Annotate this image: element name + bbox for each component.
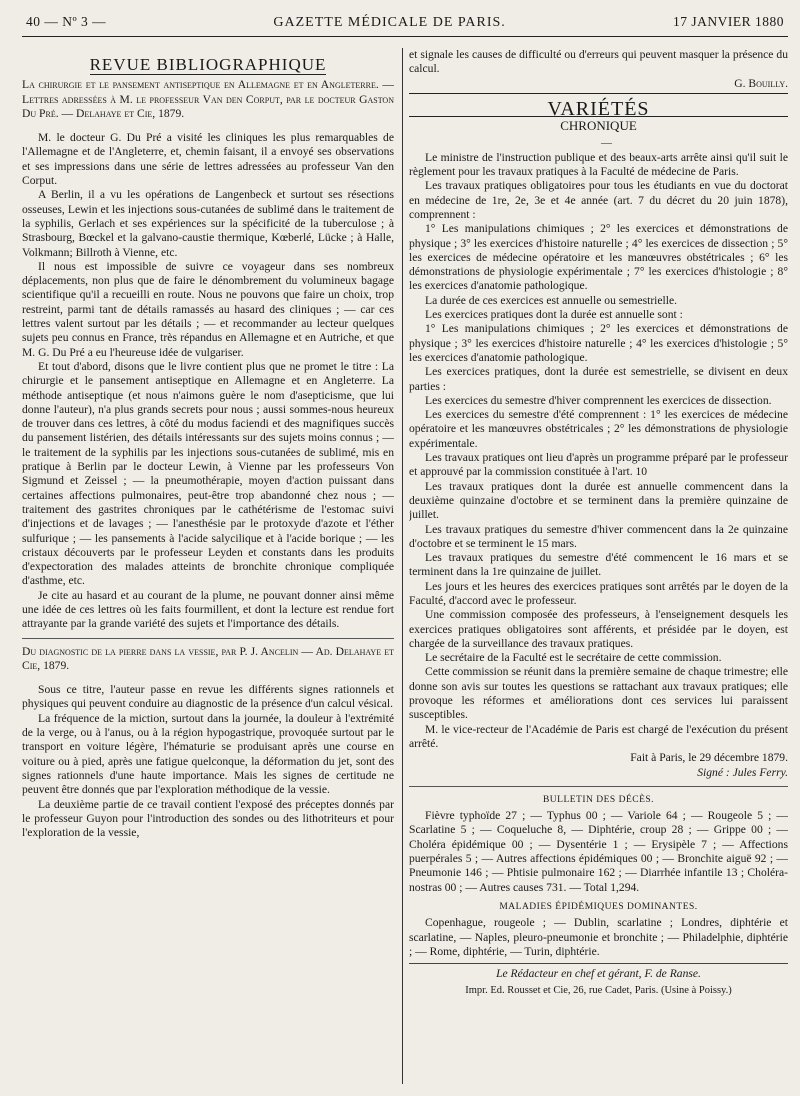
divider xyxy=(409,786,788,787)
varietes-heading: VARIÉTÉS xyxy=(547,97,650,120)
paragraph: 1° Les manipulations chimiques ; 2° les exercices et démonstrations de physique ; 3° les exercices d'histoire naturelle ; 4° les exercices de dissection ; 5° les exercices de médecine opératoire et les manœuvres obstétricales ; 6° les démonstrations de physiologie expérimentale ; 7° les exercices d'histologie ; 8° les exercices d'anatomie pathologique. xyxy=(409,222,788,293)
bulletin-text: Fièvre typhoïde 27 ; — Typhus 00 ; — Variole 64 ; — Rougeole 5 ; — Scarlatine 5 ; — Coqueluche 8, — Diphtérie, croup 28 ; — Grippe 00 ; — Choléra épidémique 00 ; — Dysentérie 1 ; — Erysipèle 7 ; — Affections puerpérales 5 ; — Autres affections épidémiques 00 ; — Bronchite aiguë 92 ; — Pneumonie 146 ; — Phtisie pulmonaire 162 ; — Diarrhée infantile 13 ; Choléra-nostras 00 ; — Autres causes 731. — Total 1,294. xyxy=(409,809,788,894)
epidemics-title: MALADIES ÉPIDÉMIQUES DOMINANTES. xyxy=(499,901,698,912)
divider-dash: — xyxy=(601,137,612,150)
page-number: 40 — Nº 3 — xyxy=(26,14,107,29)
paragraph: Et tout d'abord, disons que le livre contient plus que ne promet le titre : La chirurgie et le pansement antiseptique en Allemagne et en Angleterre. La méthode antiseptique (et nous n'aimons guère le nom d'asepticisme, que lui donne l'auteur), n'a plus grands secrets pour nous ; aussi sommes-nous heureux de trouver dans ces lettres, à côté du modus faciendi et des magnifiques succès du pansement listérien, des détails intéressants sur des sujets moins connus ; — le traitement de la syphilis par les injections sous-cutanées de sublimé, mis en pratique à Berlin par le docteur Lewin, à Vienne par les professeurs Von Sigmund et Zeissel ; — la pneumothérapie, moyen d'action puissant dans certaines affections pulmonaires, peut-être trop abandonné chez nous ; — traitement des gastrites chroniques par le cathétérisme de l'estomac suivi d'injections et de lavages ; — l'anesthésie par le protoxyde d'azote et l'éther sulfurique ; — les pansements à l'acide salycilique et à l'acide borique ; — les cristaux découverts par le professeur Leyden et constants dans les produits d'expectoration des malades atteints de bronchite chronique compliquée d'asthme, etc. xyxy=(22,359,394,588)
divider xyxy=(22,638,394,639)
paragraph: Sous ce titre, l'auteur passe en revue les différents signes rationnels et physiques qui peuvent conduire au diagnostic de la présence d'un calcul vésical. xyxy=(22,683,394,711)
paragraph: Les exercices du semestre d'été comprennent : 1° les exercices de médecine opératoire et les manœuvres obstétricales ; 2° les démonstrations de physiologie expérimentale. xyxy=(409,408,788,450)
printer-line: Impr. Ed. Rousset et Cie, 26, rue Cadet, Paris. (Usine à Poissy.) xyxy=(465,985,732,997)
column-rule xyxy=(402,48,403,1084)
paragraph: Une commission composée des professeurs, à l'enseignement desquels les exercices pratiques obligatoires sont afférents, et présidée par le doyen, est chargée de la surveillance des travaux pratiques. xyxy=(409,608,788,650)
page-header xyxy=(22,14,788,37)
paragraph: Les travaux pratiques ont lieu d'après un programme préparé par le professeur et approuvé par la commission constituée à l'art. 10 xyxy=(409,451,788,479)
chronique-heading: CHRONIQUE xyxy=(560,118,637,134)
paragraph: 1° Les manipulations chimiques ; 2° les exercices et démonstrations de physique ; 3° les exercices d'histoire naturelle ; 4° les exercices d'histologie ; 5° les exercices d'anatomie pathologique. xyxy=(409,322,788,364)
left-column xyxy=(22,48,400,1084)
section-title: REVUE BIBLIOGRAPHIQUE xyxy=(89,55,327,74)
paragraph: Les travaux pratiques du semestre d'hiver commencent dans la 2e quinzaine d'octobre et se terminent le 15 mars. xyxy=(409,522,788,550)
paragraph: Cette commission se réunit dans la première semaine de chaque trimestre; elle donne son avis sur toutes les questions se rattachant aux travaux pratiques; elle provoque les réformes et améliorations dont ces services lui paraissent susceptibles. xyxy=(409,665,788,722)
author-signature: G. Bouilly. xyxy=(734,76,788,90)
decree-date: Fait à Paris, le 29 décembre 1879. xyxy=(630,751,788,765)
book-reference-1: La chirurgie et le pansement antiseptique en Allemagne et en Angleterre. — Lettres adressées à M. le professeur Van den Corput, par le docteur Gaston Du Pré. — Delahaye et Cie, 1879. xyxy=(22,78,394,120)
epidemics-text: Copenhague, rougeole ; — Dublin, scarlatine ; Londres, diphtérie et scarlatine, — Naples, pleuro-pneumonie et bronchite ; — Philadelphie, diphtérie ; — Rome, diphtérie, — Turin, diphtérie. xyxy=(409,916,788,958)
paragraph: La fréquence de la miction, surtout dans la journée, la douleur à l'extrémité de la verge, ou à l'anus, ou à la région hypogastrique, provoquée surtout par le transport en voiture légère, l'hématurie se produisant après une course en voiture ou à pied, après une fatigue quelconque, la déformation du jet, sont des signes rationnels d'une haute importance. Mais les signes de certitude ne peuvent être donnés que par l'exploration méthodique de la vessie. xyxy=(22,711,394,797)
book-reference-2: Du diagnostic de la pierre dans la vessie, par P. J. Ancelin — Ad. Delahaye et Cie, 1879. xyxy=(22,644,394,672)
paragraph: M. le vice-recteur de l'Académie de Paris est chargé de l'exécution du présent arrêté. xyxy=(409,722,788,750)
right-column xyxy=(409,48,788,1084)
decree-signature: Signé : Jules Ferry. xyxy=(697,765,788,779)
paragraph: Le secrétaire de la Faculté est le secrétaire de cette commission. xyxy=(425,651,722,665)
paragraph: Les exercices pratiques dont la durée est annuelle sont : xyxy=(425,308,683,322)
paragraph: A Berlin, il a vu les opérations de Langenbeck et surtout ses résections osseuses, Lewin et les injections sous-cutanées de sublimé dans le traitement de la syphilis, Gerlach et ses expériences sur la spécificité de la tuberculose ; à Strasbourg, Bœckel et la galvano-caustie thermique, Kœberlé, Lücke ; à Halle, Volkmann; Billroth à Vienne, etc. xyxy=(22,188,394,259)
paragraph: Les exercices pratiques, dont la durée est semestrielle, se divisent en deux parties : xyxy=(409,365,788,393)
paragraph: Les travaux pratiques du semestre d'été commencent le 16 mars et se terminent dans la 1re quinzaine de juillet. xyxy=(409,551,788,579)
paragraph: Les jours et les heures des exercices pratiques sont arrêtés par le doyen de la Faculté, d'accord avec le professeur. xyxy=(409,579,788,607)
paragraph: Les travaux pratiques dont la durée est annuelle commencent dans la deuxième quinzaine d'octobre et se terminent dans la première quinzaine de juillet. xyxy=(409,479,788,522)
issue-date: 17 JANVIER 1880 xyxy=(673,14,784,29)
paragraph: Le ministre de l'instruction publique et des beaux-arts arrête ainsi qu'il suit le règlement pour les travaux pratiques à la Faculté de médecine de Paris. xyxy=(409,150,788,179)
paragraph: Les travaux pratiques obligatoires pour tous les étudiants en vue du doctorat en médecine de 1re, 2e, 3e et 4e année (art. 7 du décret du 20 juin 1878), comprennent : xyxy=(409,179,788,221)
editor-line: Le Rédacteur en chef et gérant, F. de Ranse. xyxy=(409,963,788,981)
varietes-box xyxy=(409,93,788,120)
paragraph: Je cite au hasard et au courant de la plume, ne pouvant donner ainsi même une idée de ces lettres où les faits fourmillent, et dont la lecture est rendue fort attrayante par la grande variété des sujets et l'importance des détails. xyxy=(22,588,394,631)
paragraph: M. le docteur G. Du Pré a visité les cliniques les plus remarquables de l'Allemagne et de l'Angleterre, et, chemin faisant, il a envoyé ses observations et ses impressions dans une série de lettres adressées au professeur Van den Corput. xyxy=(22,131,394,188)
continued-text: et signale les causes de difficulté ou d'erreurs qui peuvent masquer la présence du calcul. xyxy=(409,48,788,76)
journal-title: GAZETTE MÉDICALE DE PARIS. xyxy=(273,15,506,30)
newspaper-page xyxy=(22,14,788,1084)
paragraph: Les exercices du semestre d'hiver comprennent les exercices de dissection. xyxy=(425,393,772,407)
paragraph: Il nous est impossible de suivre ce voyageur dans ses nombreux déplacements, non plus que de faire le dénombrement du volumineux bagage scientifique qu'il a recueilli en route. Nous ne pouvons que faire un choix, trop restreint, parmi tant de détails ramassés au hasard des cliniques ; — car ces lettres valent surtout par les détails ; — et recommander au lecteur quelques sujets peu connus en France, très répandus en Allemagne et en Autriche, et que M. G. Du Pré a eu l'heureuse idée de vulgariser. xyxy=(22,259,394,359)
paragraph: La durée de ces exercices est annuelle ou semestrielle. xyxy=(425,293,678,307)
paragraph: La deuxième partie de ce travail contient l'exposé des préceptes donnés par le professeur Guyon pour l'introduction des sondes ou des lithotriteurs et pour l'exploration de la vessie, xyxy=(22,797,394,840)
bulletin-title: BULLETIN DES DÉCÈS. xyxy=(542,794,655,805)
